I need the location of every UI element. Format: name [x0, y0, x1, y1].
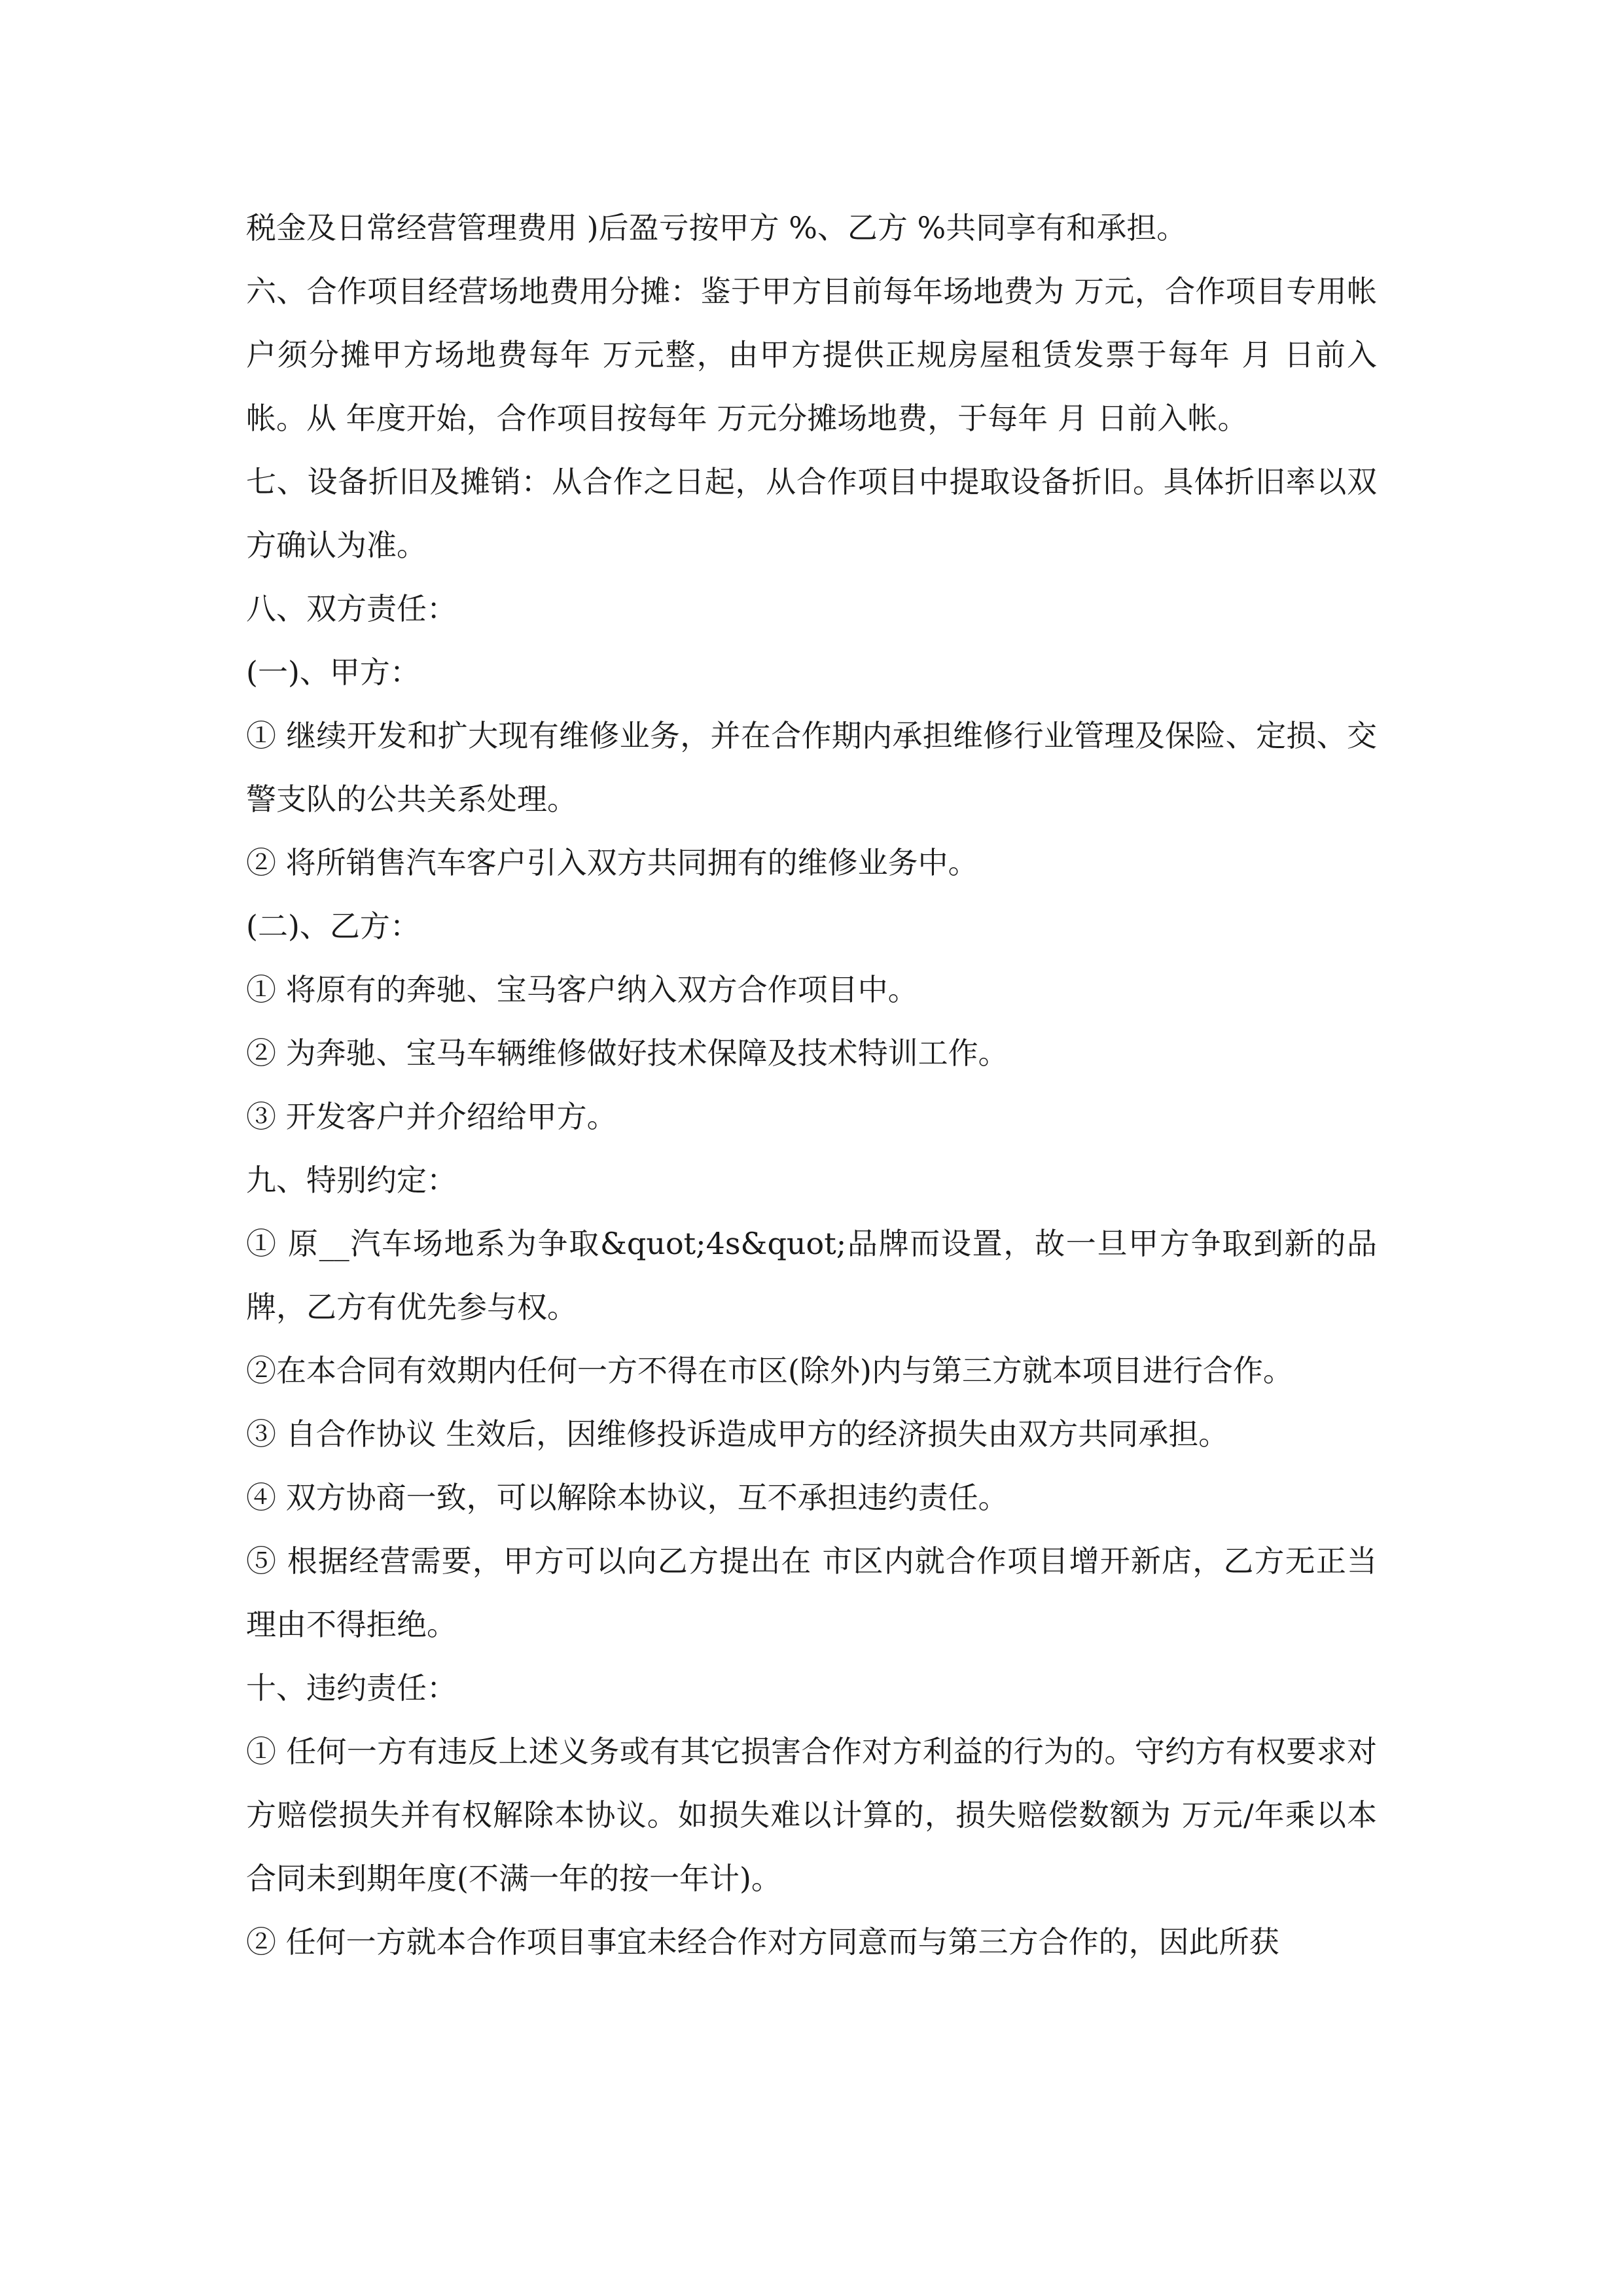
list-item-special-5: ⑤ 根据经营需要，甲方可以向乙方提出在 市区内就合作项目增开新店，乙方无正当理由不得拒绝。 [246, 1543, 1377, 1642]
document-body [246, 196, 1377, 1974]
list-item-party-b-2: ② 为奔驰、宝马车辆维修做好技术保障及技术特训工作。 [246, 1035, 1008, 1071]
list-item-party-b-3: ③ 开发客户并介绍给甲方。 [246, 1099, 617, 1134]
subheading-party-b: (二)、乙方： [246, 908, 420, 944]
list-item-liability-2: ② 任何一方就本合作项目事宜未经合作对方同意而与第三方合作的，因此所获 [246, 1924, 1279, 1960]
list-item-special-3: ③ 自合作协议 生效后，因维修投诉造成甲方的经济损失由双方共同承担。 [246, 1416, 1229, 1452]
heading-clause-8-responsibilities: 八、双方责任： [246, 591, 457, 626]
subheading-party-a: (一)、甲方： [246, 655, 420, 690]
paragraph-clause-6-site-fees: 六、合作项目经营场地费用分摊：鉴于甲方目前每年场地费为 万元，合作项目专用帐户须分摊甲方场地费每年 万元整，由甲方提供正规房屋租赁发票于每年 月 日前入帐。从 年度开始，合作项目按每年 万元分摊场地费，于每年 月 日前入帐。 [246, 274, 1377, 436]
list-item-liability-1: ① 任何一方有违反上述义务或有其它损害合作对方利益的行为的。守约方有权要求对方赔偿损失并有权解除本协议。如损失难以计算的，损失赔偿数额为 万元/年乘以本合同未到期年度(不满一年的按一年计)。 [246, 1734, 1377, 1896]
list-item-special-2: ②在本合同有效期内任何一方不得在市区(除外)内与第三方就本项目进行合作。 [246, 1353, 1293, 1388]
list-item-party-a-2: ② 将所销售汽车客户引入双方共同拥有的维修业务中。 [246, 845, 978, 880]
paragraph-clause-7-depreciation: 七、设备折旧及摊销：从合作之日起，从合作项目中提取设备折旧。具体折旧率以双方确认为准。 [246, 464, 1377, 563]
list-item-party-b-1: ① 将原有的奔驰、宝马客户纳入双方合作项目中。 [246, 972, 918, 1007]
list-item-special-1: ① 原__汽车场地系为争取&quot;4s&quot;品牌而设置，故一旦甲方争取到新的品牌，乙方有优先参与权。 [246, 1226, 1377, 1325]
list-item-special-4: ④ 双方协商一致，可以解除本协议，互不承担违约责任。 [246, 1480, 1008, 1515]
paragraph-profit-sharing: 税金及日常经营管理费用 )后盈亏按甲方 %、乙方 %共同享有和承担。 [246, 210, 1187, 245]
heading-clause-10-liability: 十、违约责任： [246, 1670, 457, 1706]
list-item-party-a-1: ① 继续开发和扩大现有维修业务，并在合作期内承担维修行业管理及保险、定损、交警支队的公共关系处理。 [246, 718, 1377, 817]
heading-clause-9-special-terms: 九、特别约定： [246, 1162, 457, 1198]
